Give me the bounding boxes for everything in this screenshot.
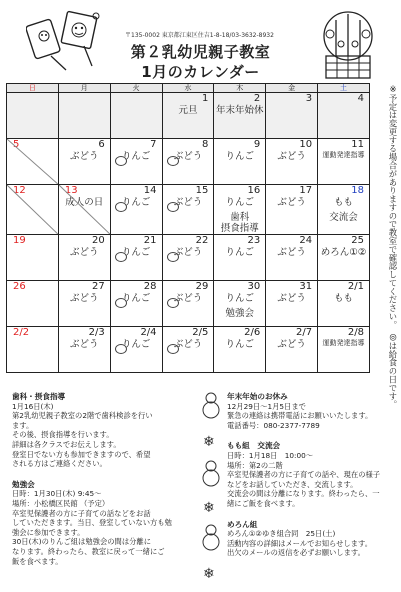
calendar-day-cell bbox=[266, 327, 318, 373]
day-event: ぶどう bbox=[277, 247, 306, 258]
info-line: 電話番号：080-2377-7789 bbox=[227, 420, 320, 430]
day-number: 14 bbox=[143, 185, 157, 196]
calendar-day-cell bbox=[266, 93, 318, 139]
day-event: 年末年始休 bbox=[216, 105, 264, 116]
calendar-day-cell bbox=[318, 327, 370, 373]
address-line: 〒135-0002 東京都江東区住吉1-8-18/03-3632-8932 bbox=[125, 32, 274, 39]
lunch-day-mark-icon bbox=[115, 202, 127, 212]
calendar-day-cell bbox=[7, 139, 59, 185]
weekday-header: 日 bbox=[7, 84, 59, 93]
lunch-day-mark-icon bbox=[115, 252, 127, 262]
calendar-day-cell bbox=[162, 139, 214, 185]
calendar-day-cell bbox=[318, 281, 370, 327]
day-number: 27 bbox=[91, 281, 105, 292]
info-line: していただきます。当日、登室していない方も勉 bbox=[12, 518, 172, 528]
day-event: 運動発達指導 bbox=[322, 339, 365, 347]
lunch-day-mark-icon bbox=[167, 298, 179, 308]
day-event: 勉強会 bbox=[225, 308, 255, 319]
info-section-title: もも組 交流会 bbox=[227, 441, 281, 451]
info-line: などをお話していただき、交流します。 bbox=[227, 479, 358, 489]
day-number: 5 bbox=[13, 139, 20, 150]
calendar-day-cell bbox=[110, 93, 162, 139]
calendar-day-cell bbox=[58, 139, 110, 185]
info-line: 強会に参加できます。 bbox=[12, 527, 85, 537]
day-number: 24 bbox=[299, 235, 313, 246]
day-number: 22 bbox=[195, 235, 209, 246]
day-number: 2/5 bbox=[192, 327, 209, 338]
day-event: めろん①② bbox=[320, 247, 367, 258]
day-number: 28 bbox=[143, 281, 157, 292]
calendar-day-cell bbox=[318, 185, 370, 235]
day-number: 3 bbox=[305, 93, 313, 104]
day-number: 1 bbox=[202, 93, 209, 104]
calendar-day-cell bbox=[266, 185, 318, 235]
calendar-day-cell bbox=[162, 281, 214, 327]
day-event: ぶどう bbox=[173, 247, 203, 258]
calendar-day-cell bbox=[110, 235, 162, 281]
calendar-table bbox=[6, 83, 370, 373]
day-event: りんご bbox=[121, 339, 151, 350]
calendar-week-row bbox=[7, 235, 370, 281]
weekday-header: 月 bbox=[58, 84, 110, 93]
lunch-day-mark-icon bbox=[167, 156, 179, 166]
calendar-day-cell bbox=[7, 327, 59, 373]
info-line: 日時：1月18日 10:00～ bbox=[227, 450, 314, 460]
calendar-day-cell bbox=[110, 281, 162, 327]
day-event: りんご bbox=[225, 339, 255, 350]
lunch-day-mark-icon bbox=[115, 156, 127, 166]
day-event: ぶどう bbox=[173, 339, 203, 350]
day-number: 23 bbox=[247, 235, 261, 246]
info-section-title: 歯科・摂食指導 bbox=[12, 392, 66, 401]
calendar-day-cell bbox=[7, 281, 59, 327]
closed-day-slash bbox=[7, 185, 58, 234]
info-line: される方はご連絡ください。 bbox=[12, 459, 107, 469]
calendar-day-cell bbox=[214, 281, 266, 327]
calendar-day-cell bbox=[162, 185, 214, 235]
lunch-day-mark-icon bbox=[167, 202, 179, 212]
info-line: 出欠のメールの返信を必ずお願いします。 bbox=[227, 548, 365, 558]
day-event: りんご bbox=[225, 293, 255, 304]
weekday-header: 木 bbox=[214, 84, 266, 93]
day-number: 29 bbox=[195, 281, 209, 292]
day-event: りんご bbox=[121, 151, 151, 162]
info-line: めろん①②ゆき組合同 25日(土) bbox=[227, 529, 336, 539]
calendar-day-cell bbox=[7, 185, 59, 235]
calendar-day-cell bbox=[266, 281, 318, 327]
calendar-week-row bbox=[7, 139, 370, 185]
weekday-header: 火 bbox=[110, 84, 162, 93]
calendar-day-cell bbox=[214, 139, 266, 185]
day-event: りんご bbox=[121, 247, 151, 258]
lunch-day-mark-icon bbox=[115, 344, 127, 354]
info-line: 12月29日～1月5日まで bbox=[227, 401, 306, 411]
day-event: ぶどう bbox=[70, 247, 99, 258]
day-number: 4 bbox=[357, 93, 364, 104]
page-title: 第２乳幼児親子教室 bbox=[130, 43, 271, 61]
calendar-day-cell bbox=[162, 235, 214, 281]
info-section bbox=[12, 480, 198, 566]
day-event: 交流会 bbox=[329, 212, 358, 223]
info-line: 活動内容の詳細はメールでお知らせします。 bbox=[227, 538, 372, 548]
day-event: りんご bbox=[121, 293, 151, 304]
calendar-day-cell bbox=[58, 235, 110, 281]
day-number: 2/1 bbox=[347, 281, 364, 292]
info-line: 場所：小松橋区民館 （予定） bbox=[12, 498, 110, 508]
calendar-day-cell bbox=[214, 327, 266, 373]
calendar-day-cell bbox=[110, 139, 162, 185]
day-number: 31 bbox=[299, 281, 313, 292]
day-number: 6 bbox=[98, 139, 105, 150]
info-section bbox=[227, 392, 399, 430]
page-subtitle: 1月のカレンダー bbox=[141, 63, 260, 81]
calendar-day-cell bbox=[318, 235, 370, 281]
calendar-day-cell bbox=[266, 139, 318, 185]
day-number: 15 bbox=[195, 185, 209, 196]
day-number: 2/3 bbox=[88, 327, 105, 338]
info-line: 詳細は各クラスでお伝えします。 bbox=[12, 439, 121, 449]
day-event: 運動発達指導 bbox=[322, 151, 365, 159]
day-number: 2 bbox=[253, 93, 261, 104]
day-number: 11 bbox=[351, 139, 364, 150]
info-line: 第2乳幼児親子教室の2階で歯科検診を行い bbox=[12, 411, 153, 421]
day-event: りんご bbox=[225, 247, 255, 258]
calendar-day-cell bbox=[318, 93, 370, 139]
day-event: りんご bbox=[121, 197, 151, 208]
info-line: 日時：1月30日(木) 9:45～ bbox=[12, 489, 102, 499]
calendar-day-cell bbox=[162, 93, 214, 139]
day-number: 26 bbox=[13, 281, 26, 292]
day-event: 成人の日 bbox=[65, 197, 104, 208]
info-line: 30日(木)のりんご組は勉強会の間は分離に bbox=[12, 537, 152, 547]
day-number: 7 bbox=[150, 139, 157, 150]
info-line: 飯を食べます。 bbox=[12, 556, 63, 566]
day-number: 9 bbox=[253, 139, 261, 150]
day-event: 摂食指導 bbox=[220, 223, 259, 234]
weekday-header: 水 bbox=[162, 84, 214, 93]
day-number: 13 bbox=[64, 185, 78, 196]
day-event: ぶどう bbox=[70, 293, 99, 304]
info-line: 場所：第2の二階 bbox=[227, 460, 283, 470]
info-section bbox=[227, 520, 399, 558]
calendar-day-cell bbox=[214, 235, 266, 281]
calendar-day-cell bbox=[214, 185, 266, 235]
info-line: 卒室児保護者の方に子育ての話などをお話 bbox=[12, 508, 151, 518]
day-number: 2/4 bbox=[140, 327, 157, 338]
info-line: 1月16日(木) bbox=[12, 401, 54, 411]
day-number: 16 bbox=[247, 185, 261, 196]
info-section bbox=[227, 441, 399, 508]
calendar-day-cell bbox=[7, 235, 59, 281]
day-number: 19 bbox=[13, 235, 26, 246]
day-number: 10 bbox=[299, 139, 313, 150]
side-note: ※予定は変更する場合がありますので教室で確認してください。 ◎は給食の日です。 bbox=[388, 84, 398, 409]
day-event: ぶどう bbox=[277, 197, 306, 208]
day-number: 2/8 bbox=[347, 327, 364, 338]
day-event: ぶどう bbox=[173, 151, 203, 162]
calendar-day-cell bbox=[318, 139, 370, 185]
lunch-day-mark-icon bbox=[167, 252, 179, 262]
calendar-day-cell bbox=[266, 235, 318, 281]
calendar-week-row bbox=[7, 93, 370, 139]
info-section-title: めろん組 bbox=[227, 519, 258, 529]
info-line: ます。 bbox=[12, 420, 34, 430]
calendar-day-cell bbox=[58, 93, 110, 139]
calendar-day-cell bbox=[58, 281, 110, 327]
calendar-day-cell bbox=[58, 327, 110, 373]
day-number: 2/2 bbox=[13, 327, 30, 338]
day-number: 8 bbox=[202, 139, 209, 150]
calendar-week-row bbox=[7, 281, 370, 327]
calendar-day-cell bbox=[58, 185, 110, 235]
day-number: 2/7 bbox=[295, 327, 313, 338]
calendar-body bbox=[7, 93, 370, 373]
calendar-day-cell bbox=[7, 93, 59, 139]
day-event: もも bbox=[334, 197, 354, 208]
day-number: 2/6 bbox=[244, 327, 261, 338]
day-event: ぶどう bbox=[173, 197, 203, 208]
info-line: 交流会の間は分離になります。終わったら、一 bbox=[227, 489, 380, 499]
day-event: ぶどう bbox=[70, 339, 99, 350]
closed-day-slash bbox=[7, 139, 58, 184]
info-line: 緒にご飯を食べます。 bbox=[227, 498, 300, 508]
day-number: 17 bbox=[299, 185, 313, 196]
calendar-day-cell bbox=[110, 327, 162, 373]
weekday-header-row bbox=[7, 84, 370, 93]
info-section-title: 勉強会 bbox=[12, 479, 35, 489]
day-event: ぶどう bbox=[70, 151, 99, 162]
svg-text:❄: ❄ bbox=[203, 500, 215, 516]
day-number: 21 bbox=[143, 235, 157, 246]
info-left-column bbox=[12, 392, 198, 577]
day-number: 25 bbox=[351, 235, 364, 246]
svg-text:❄: ❄ bbox=[203, 434, 215, 450]
calendar-day-cell bbox=[214, 93, 266, 139]
day-event: ぶどう bbox=[277, 339, 306, 350]
info-line: その後、摂食指導を行います。 bbox=[12, 430, 114, 440]
calendar-week-row bbox=[7, 185, 370, 235]
calendar-week-row bbox=[7, 327, 370, 373]
info-section bbox=[12, 392, 198, 469]
info-line: 緊急の連絡は携帯電話にお願いいたします。 bbox=[227, 411, 373, 421]
day-number: 30 bbox=[247, 281, 261, 292]
weekday-header: 土 bbox=[318, 84, 370, 93]
info-section-title: 年末年始のお休み bbox=[227, 392, 288, 401]
info-line: 登室日でない方も参加できますので、希望 bbox=[12, 449, 151, 459]
svg-text:❄: ❄ bbox=[203, 566, 215, 582]
calendar-day-cell bbox=[110, 185, 162, 235]
day-number: 20 bbox=[91, 235, 105, 246]
day-event: りんご bbox=[225, 151, 255, 162]
snowman-decoration bbox=[198, 388, 224, 588]
info-line: 卒室児保護者の方に子育ての話や、現在の様子 bbox=[227, 470, 381, 480]
weekday-header: 金 bbox=[266, 84, 318, 93]
day-event: ぶどう bbox=[277, 293, 306, 304]
day-event: りんご bbox=[225, 197, 255, 208]
info-right-column bbox=[227, 392, 399, 569]
calendar-day-cell bbox=[162, 327, 214, 373]
day-number: 18 bbox=[351, 185, 364, 196]
info-line: なります。終わったら、教室に戻って一緒にご bbox=[12, 546, 165, 556]
day-event: ぶどう bbox=[173, 293, 203, 304]
closed-day-slash bbox=[59, 185, 110, 234]
day-event: ぶどう bbox=[277, 151, 306, 162]
lunch-day-mark-icon bbox=[115, 298, 127, 308]
day-number: 12 bbox=[13, 185, 26, 196]
day-event: もも bbox=[334, 293, 354, 304]
day-event: 元旦 bbox=[178, 105, 198, 116]
day-event: 歯科 bbox=[230, 212, 250, 223]
lunch-day-mark-icon bbox=[167, 344, 179, 354]
